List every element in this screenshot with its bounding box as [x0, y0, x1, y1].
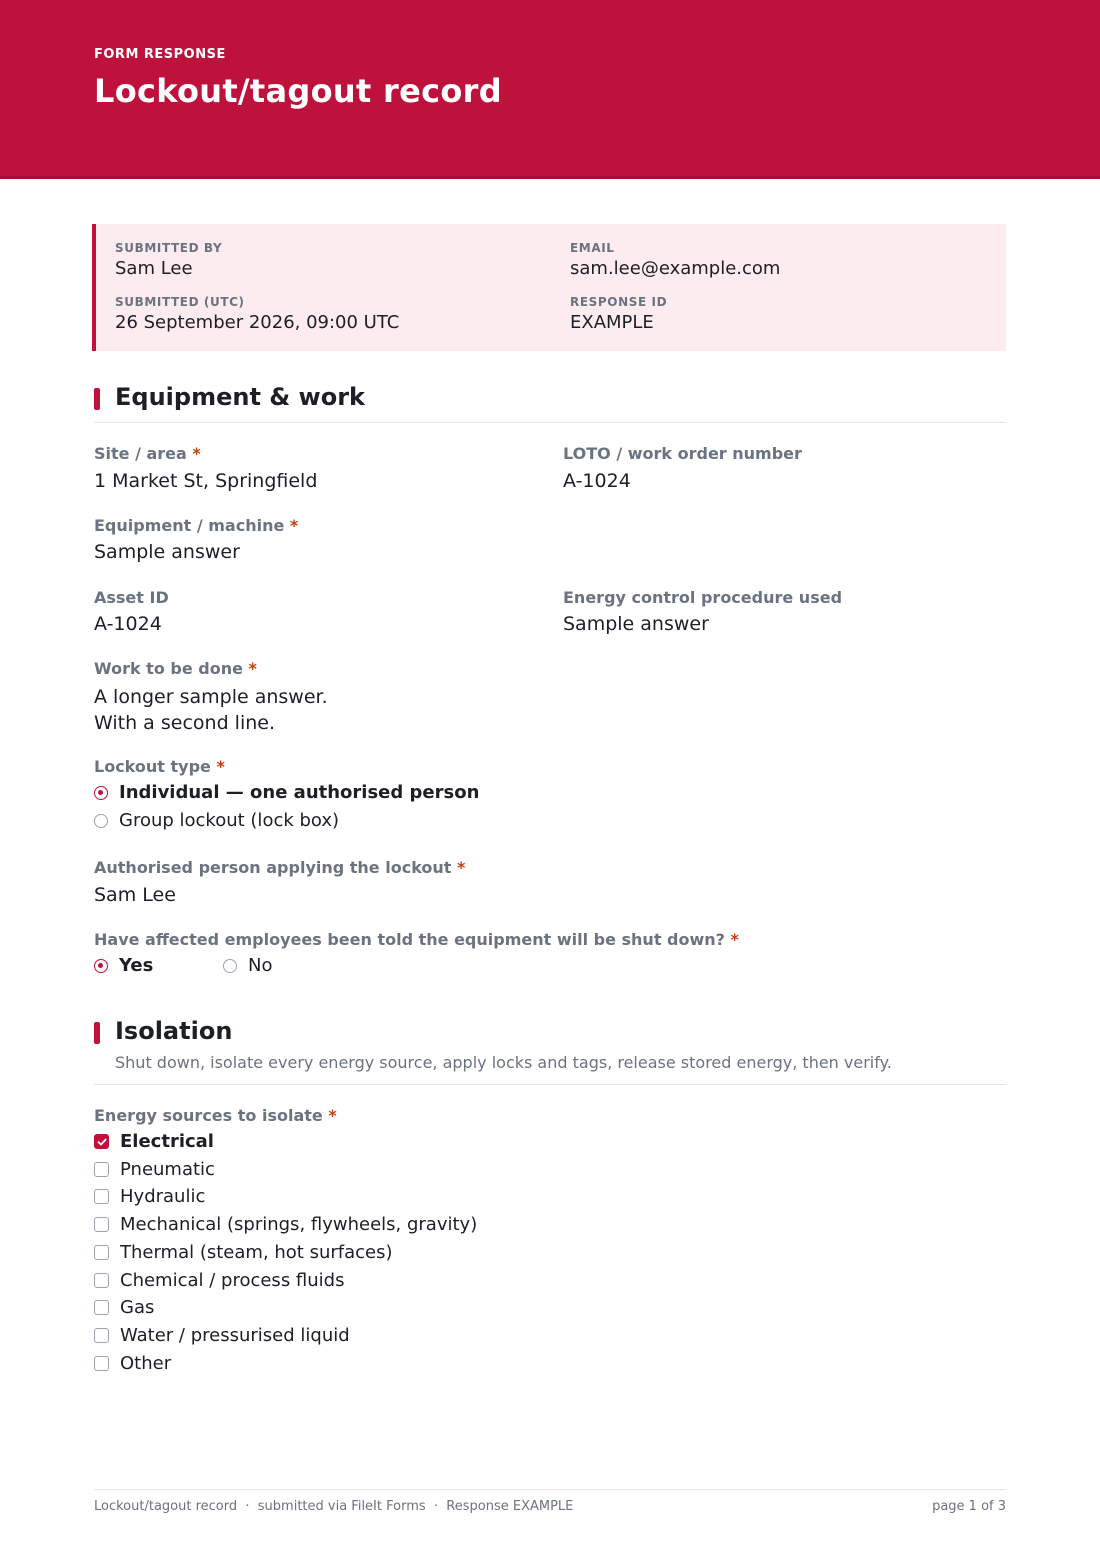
- checkbox-pneumatic[interactable]: Pneumatic: [94, 1159, 215, 1180]
- checkbox-mechanical[interactable]: Mechanical (springs, flywheels, gravity): [94, 1214, 477, 1235]
- required-marker: *: [289, 516, 299, 535]
- checkbox-water[interactable]: Water / pressurised liquid: [94, 1325, 350, 1346]
- checkbox-other[interactable]: Other: [94, 1353, 171, 1374]
- submitted-time-value: 26 September 2026, 09:00 UTC: [115, 312, 400, 333]
- checkbox-empty-icon: [94, 1356, 109, 1371]
- response-id-label: RESPONSE ID: [570, 295, 668, 309]
- section-divider: [94, 1084, 1006, 1085]
- checkbox-empty-icon: [94, 1217, 109, 1232]
- field-value-loto: A-1024: [563, 470, 631, 492]
- submitted-by-label: SUBMITTED BY: [115, 241, 223, 255]
- section-title-isolation: Isolation: [115, 1017, 233, 1045]
- page-number: page 1 of 3: [932, 1499, 1006, 1514]
- checkbox-chemical[interactable]: Chemical / process fluids: [94, 1270, 344, 1291]
- radio-option-yes[interactable]: Yes: [94, 955, 153, 976]
- checkbox-empty-icon: [94, 1328, 109, 1343]
- header-banner: [0, 0, 1100, 179]
- radio-empty-icon: [223, 959, 237, 973]
- checkbox-empty-icon: [94, 1189, 109, 1204]
- field-label-work: Work to be done *: [94, 659, 257, 678]
- field-value-equipment: Sample answer: [94, 541, 240, 563]
- checkbox-checked-icon: [94, 1134, 109, 1149]
- email-label: EMAIL: [570, 241, 615, 255]
- checkbox-empty-icon: [94, 1300, 109, 1315]
- radio-option-group[interactable]: Group lockout (lock box): [94, 810, 339, 831]
- page-title: Lockout/tagout record: [94, 72, 502, 110]
- required-marker: *: [457, 858, 466, 877]
- field-value-asset-id: A-1024: [94, 613, 162, 635]
- radio-option-no[interactable]: No: [223, 955, 272, 976]
- section-divider: [94, 422, 1006, 423]
- required-marker: *: [192, 444, 201, 463]
- field-label-equipment: Equipment / machine *: [94, 516, 299, 535]
- required-marker: *: [328, 1106, 337, 1125]
- field-label-affected: Have affected employees been told the equipment will be shut down? *: [94, 930, 739, 949]
- section-accent-bar: [94, 388, 100, 410]
- response-id-value: EXAMPLE: [570, 312, 654, 333]
- checkbox-thermal[interactable]: Thermal (steam, hot surfaces): [94, 1242, 393, 1263]
- footer-divider: [94, 1489, 1006, 1490]
- checkbox-gas[interactable]: Gas: [94, 1297, 154, 1318]
- field-label-energy-sources: Energy sources to isolate *: [94, 1106, 337, 1125]
- footer-text: Lockout/tagout record · submitted via FileIt Forms · Response EXAMPLE: [94, 1499, 574, 1514]
- field-value-site: 1 Market St, Springfield: [94, 470, 318, 492]
- field-label-loto: LOTO / work order number: [563, 444, 802, 463]
- required-marker: *: [216, 757, 225, 776]
- submission-meta: [92, 224, 1006, 351]
- checkbox-empty-icon: [94, 1245, 109, 1260]
- field-value-authorised: Sam Lee: [94, 884, 176, 906]
- required-marker: *: [730, 930, 739, 949]
- field-label-site: Site / area *: [94, 444, 201, 463]
- radio-empty-icon: [94, 814, 108, 828]
- field-label-procedure: Energy control procedure used: [563, 588, 843, 607]
- field-value-procedure: Sample answer: [563, 613, 709, 635]
- field-label-lockout-type: Lockout type *: [94, 757, 225, 776]
- field-value-work: A longer sample answer. With a second line.: [94, 686, 328, 734]
- checkbox-empty-icon: [94, 1273, 109, 1288]
- submitted-by-value: Sam Lee: [115, 258, 193, 279]
- radio-option-individual[interactable]: Individual — one authorised person: [94, 782, 479, 803]
- section-description: Shut down, isolate every energy source, apply locks and tags, release stored energy, then verify.: [115, 1053, 892, 1072]
- checkbox-electrical[interactable]: Electrical: [94, 1131, 214, 1152]
- checkbox-hydraulic[interactable]: Hydraulic: [94, 1186, 205, 1207]
- section-accent-bar: [94, 1022, 100, 1044]
- required-marker: *: [248, 659, 257, 678]
- section-title-equipment: Equipment & work: [115, 383, 366, 411]
- field-label-asset-id: Asset ID: [94, 588, 169, 607]
- field-label-authorised: Authorised person applying the lockout *: [94, 858, 466, 877]
- header-kicker: FORM RESPONSE: [94, 47, 226, 62]
- email-value: sam.lee@example.com: [570, 258, 781, 279]
- submitted-time-label: SUBMITTED (UTC): [115, 295, 245, 309]
- radio-selected-icon: [94, 786, 108, 800]
- radio-selected-icon: [94, 959, 108, 973]
- checkbox-empty-icon: [94, 1162, 109, 1177]
